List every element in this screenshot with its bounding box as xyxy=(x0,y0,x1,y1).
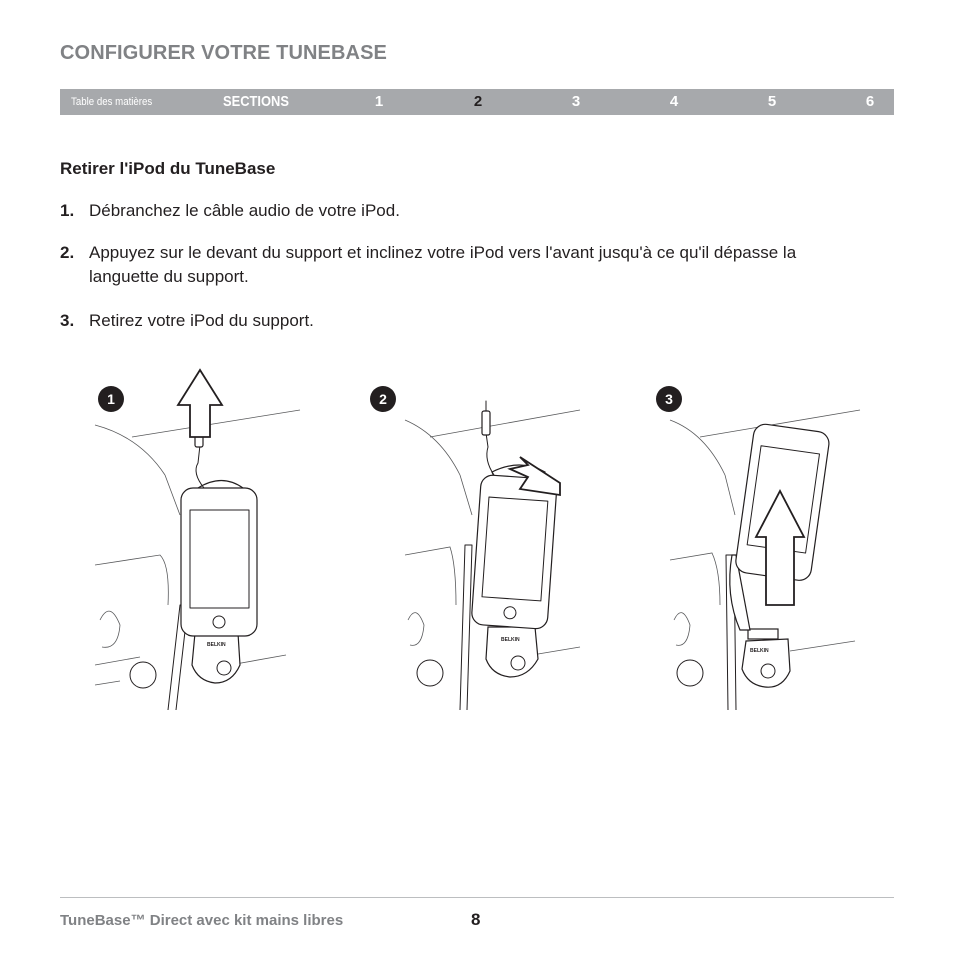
step-badge: 3 xyxy=(656,386,682,412)
step-number: 3. xyxy=(60,311,75,330)
footer-divider xyxy=(60,897,894,898)
nav-section-4[interactable]: 4 xyxy=(669,93,679,110)
nav-section-5[interactable]: 5 xyxy=(767,93,777,110)
illustration-drawing xyxy=(80,365,315,710)
step-text: Débranchez le câble audio de votre iPod. xyxy=(89,201,400,220)
section-subtitle: Retirer l'iPod du TuneBase xyxy=(60,159,276,178)
step-text: Appuyez sur le devant du support et inclinez votre iPod vers l'avant jusqu'à ce qu'il dépasse la languette du support. xyxy=(89,243,797,286)
step-badge: 1 xyxy=(98,386,124,412)
illustration-drawing xyxy=(360,365,595,710)
step-text: Retirez votre iPod du support. xyxy=(89,311,314,330)
belkin-logo-text: BELKIN xyxy=(750,648,769,654)
step-badge: 2 xyxy=(370,386,396,412)
belkin-logo-text: BELKIN xyxy=(501,637,520,643)
nav-sections-label: SECTIONS xyxy=(223,93,289,110)
footer-product-name: TuneBase™ Direct avec kit mains libres xyxy=(60,912,344,929)
nav-section-6[interactable]: 6 xyxy=(865,93,875,110)
page-number: 8 xyxy=(471,910,481,929)
illustration-step-1 xyxy=(80,365,315,710)
illustration-drawing xyxy=(640,365,875,710)
page-title: CONFIGURER VOTRE TUNEBASE xyxy=(60,42,387,64)
nav-section-1[interactable]: 1 xyxy=(374,93,384,110)
step-number: 2. xyxy=(60,243,75,262)
nav-section-3[interactable]: 3 xyxy=(571,93,581,110)
illustration-step-3 xyxy=(640,365,875,710)
step-number: 1. xyxy=(60,201,75,220)
nav-section-2-active[interactable]: 2 xyxy=(473,93,483,110)
section-nav-bar xyxy=(60,89,894,115)
belkin-logo-text: BELKIN xyxy=(207,642,226,648)
nav-table-of-contents-link[interactable]: Table des matières xyxy=(71,96,153,108)
illustration-step-2 xyxy=(360,365,595,710)
